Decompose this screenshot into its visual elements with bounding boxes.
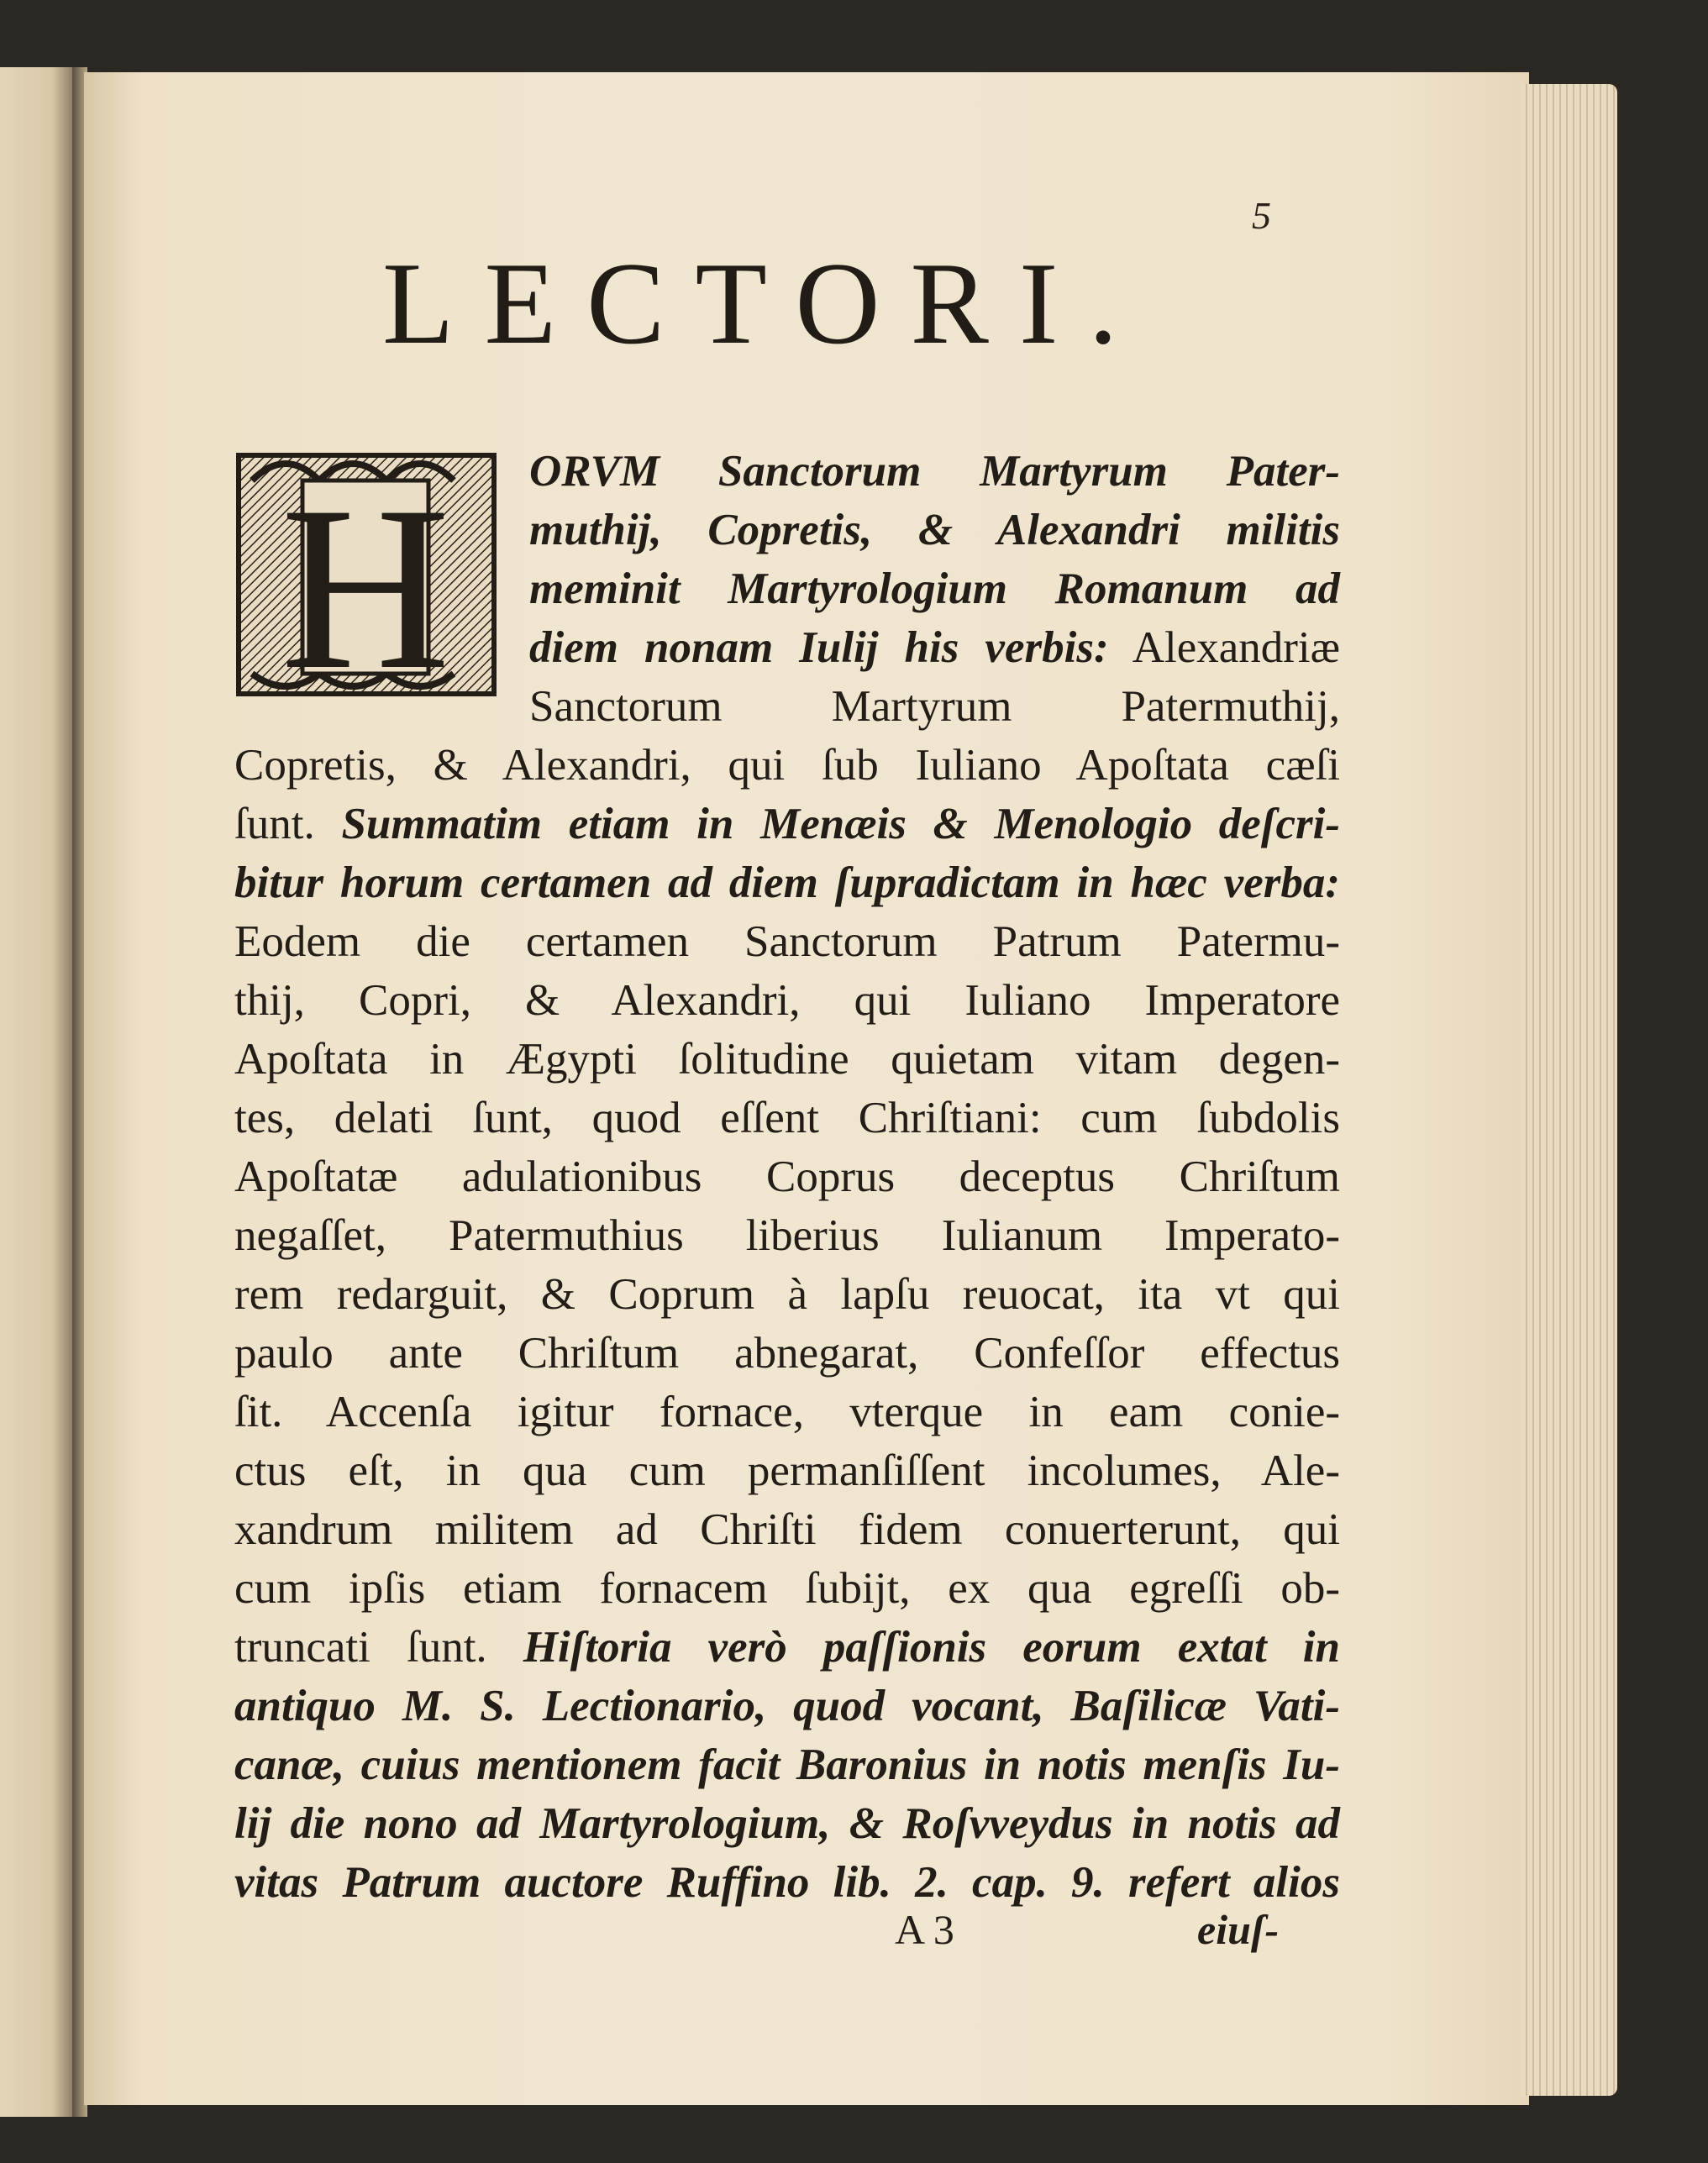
text-line (234, 1798, 1340, 1850)
text-line (234, 798, 1340, 850)
text-line (234, 1680, 1340, 1732)
text-line (529, 563, 1340, 615)
text-line (529, 622, 1340, 674)
text-line (234, 1210, 1340, 1262)
text-line (529, 504, 1340, 556)
italic-text: diem nonam Iulij his verbis: (529, 623, 1109, 672)
decorated-initial (235, 447, 497, 699)
italic-text: meminit Martyrologium Romanum ad (529, 564, 1340, 613)
roman-text: xandrum militem ad Chriſti fidem conuerterunt, qui (234, 1505, 1340, 1554)
text-line (234, 1621, 1340, 1673)
italic-text: antiquo M. S. Lectionario, quod vocant, Baſilicæ Vati- (234, 1682, 1340, 1730)
italic-text: canæ, cuius mentionem facit Baronius in notis menſis Iu- (234, 1740, 1340, 1789)
roman-text: Sanctorum Martyrum Patermuthij, (529, 682, 1340, 731)
page-edges (1521, 84, 1617, 2096)
text-line (234, 1092, 1340, 1144)
roman-text: Apoſtata in Ægypti ſolitudine quietam vitam degen- (234, 1035, 1340, 1084)
italic-text: Summatim etiam in Menæis & Menologio deſcri- (341, 800, 1341, 848)
roman-text: paulo ante Chriſtum abnegarat, Confeſſor effectus (234, 1329, 1340, 1378)
italic-text: ORVM Sanctorum Martyrum Pater- (529, 447, 1340, 496)
page-title: LECTORI. (382, 239, 1148, 369)
text-line (234, 1504, 1340, 1556)
text-line (234, 1856, 1340, 1908)
roman-text: truncati ſunt. (234, 1623, 523, 1672)
roman-text: negaſſet, Patermuthius liberius Iulianum Imperato- (234, 1211, 1340, 1260)
text-line (234, 739, 1340, 791)
roman-text: tes, delati ſunt, quod eſſent Chriſtiani: cum ſubdolis (234, 1094, 1340, 1142)
roman-text: ſunt. (234, 800, 342, 848)
roman-text: Copretis, & Alexandri, qui ſub Iuliano Apoſtata cæſi (234, 741, 1340, 790)
italic-text: muthij, Copretis, & Alexandri militis (529, 506, 1340, 554)
catchword: eiuſ- (1197, 1906, 1280, 1953)
page-number: 5 (1252, 194, 1271, 237)
roman-text: thij, Copri, & Alexandri, qui Iuliano Imperatore (234, 976, 1340, 1025)
text-line (234, 1445, 1340, 1497)
text-line (234, 1386, 1340, 1438)
left-page-edge (0, 67, 74, 2117)
italic-text: Hiſtoria verò paſſionis eorum extat in (523, 1623, 1340, 1672)
text-line (529, 680, 1340, 732)
italic-text: vitas Patrum auctore Ruffino lib. 2. cap. 9. refert alios (234, 1858, 1340, 1907)
roman-text: rem redarguit, & Coprum à lapſu reuocat, ita vt qui (234, 1270, 1340, 1319)
roman-text: Alexandriæ (1108, 623, 1340, 672)
roman-text: ctus eſt, in qua cum permanſiſſent incolumes, Ale- (234, 1446, 1340, 1495)
roman-text: cum ipſis etiam fornacem ſubijt, ex qua egreſſi ob- (234, 1564, 1340, 1613)
text-line (234, 1739, 1340, 1791)
text-line (234, 1151, 1340, 1203)
text-line (234, 1268, 1340, 1320)
italic-text: bitur horum certamen ad diem ſupradictam in hæc verba: (234, 858, 1340, 907)
roman-text: Eodem die certamen Sanctorum Patrum Patermu- (234, 917, 1340, 966)
text-line (234, 916, 1340, 968)
italic-text: lij die nono ad Martyrologium, & Roſvveydus in notis ad (234, 1799, 1340, 1848)
roman-text: Apoſtatæ adulationibus Coprus deceptus Chriſtum (234, 1152, 1340, 1201)
text-line (234, 1033, 1340, 1085)
text-line (234, 974, 1340, 1026)
text-line (529, 445, 1340, 497)
text-line (234, 1562, 1340, 1614)
text-line (234, 857, 1340, 909)
roman-text: ſit. Accenſa igitur fornace, vterque in eam conie- (234, 1388, 1340, 1436)
signature-mark: A 3 (895, 1906, 954, 1953)
svg-text:H: H (280, 457, 451, 699)
text-line (234, 1327, 1340, 1379)
